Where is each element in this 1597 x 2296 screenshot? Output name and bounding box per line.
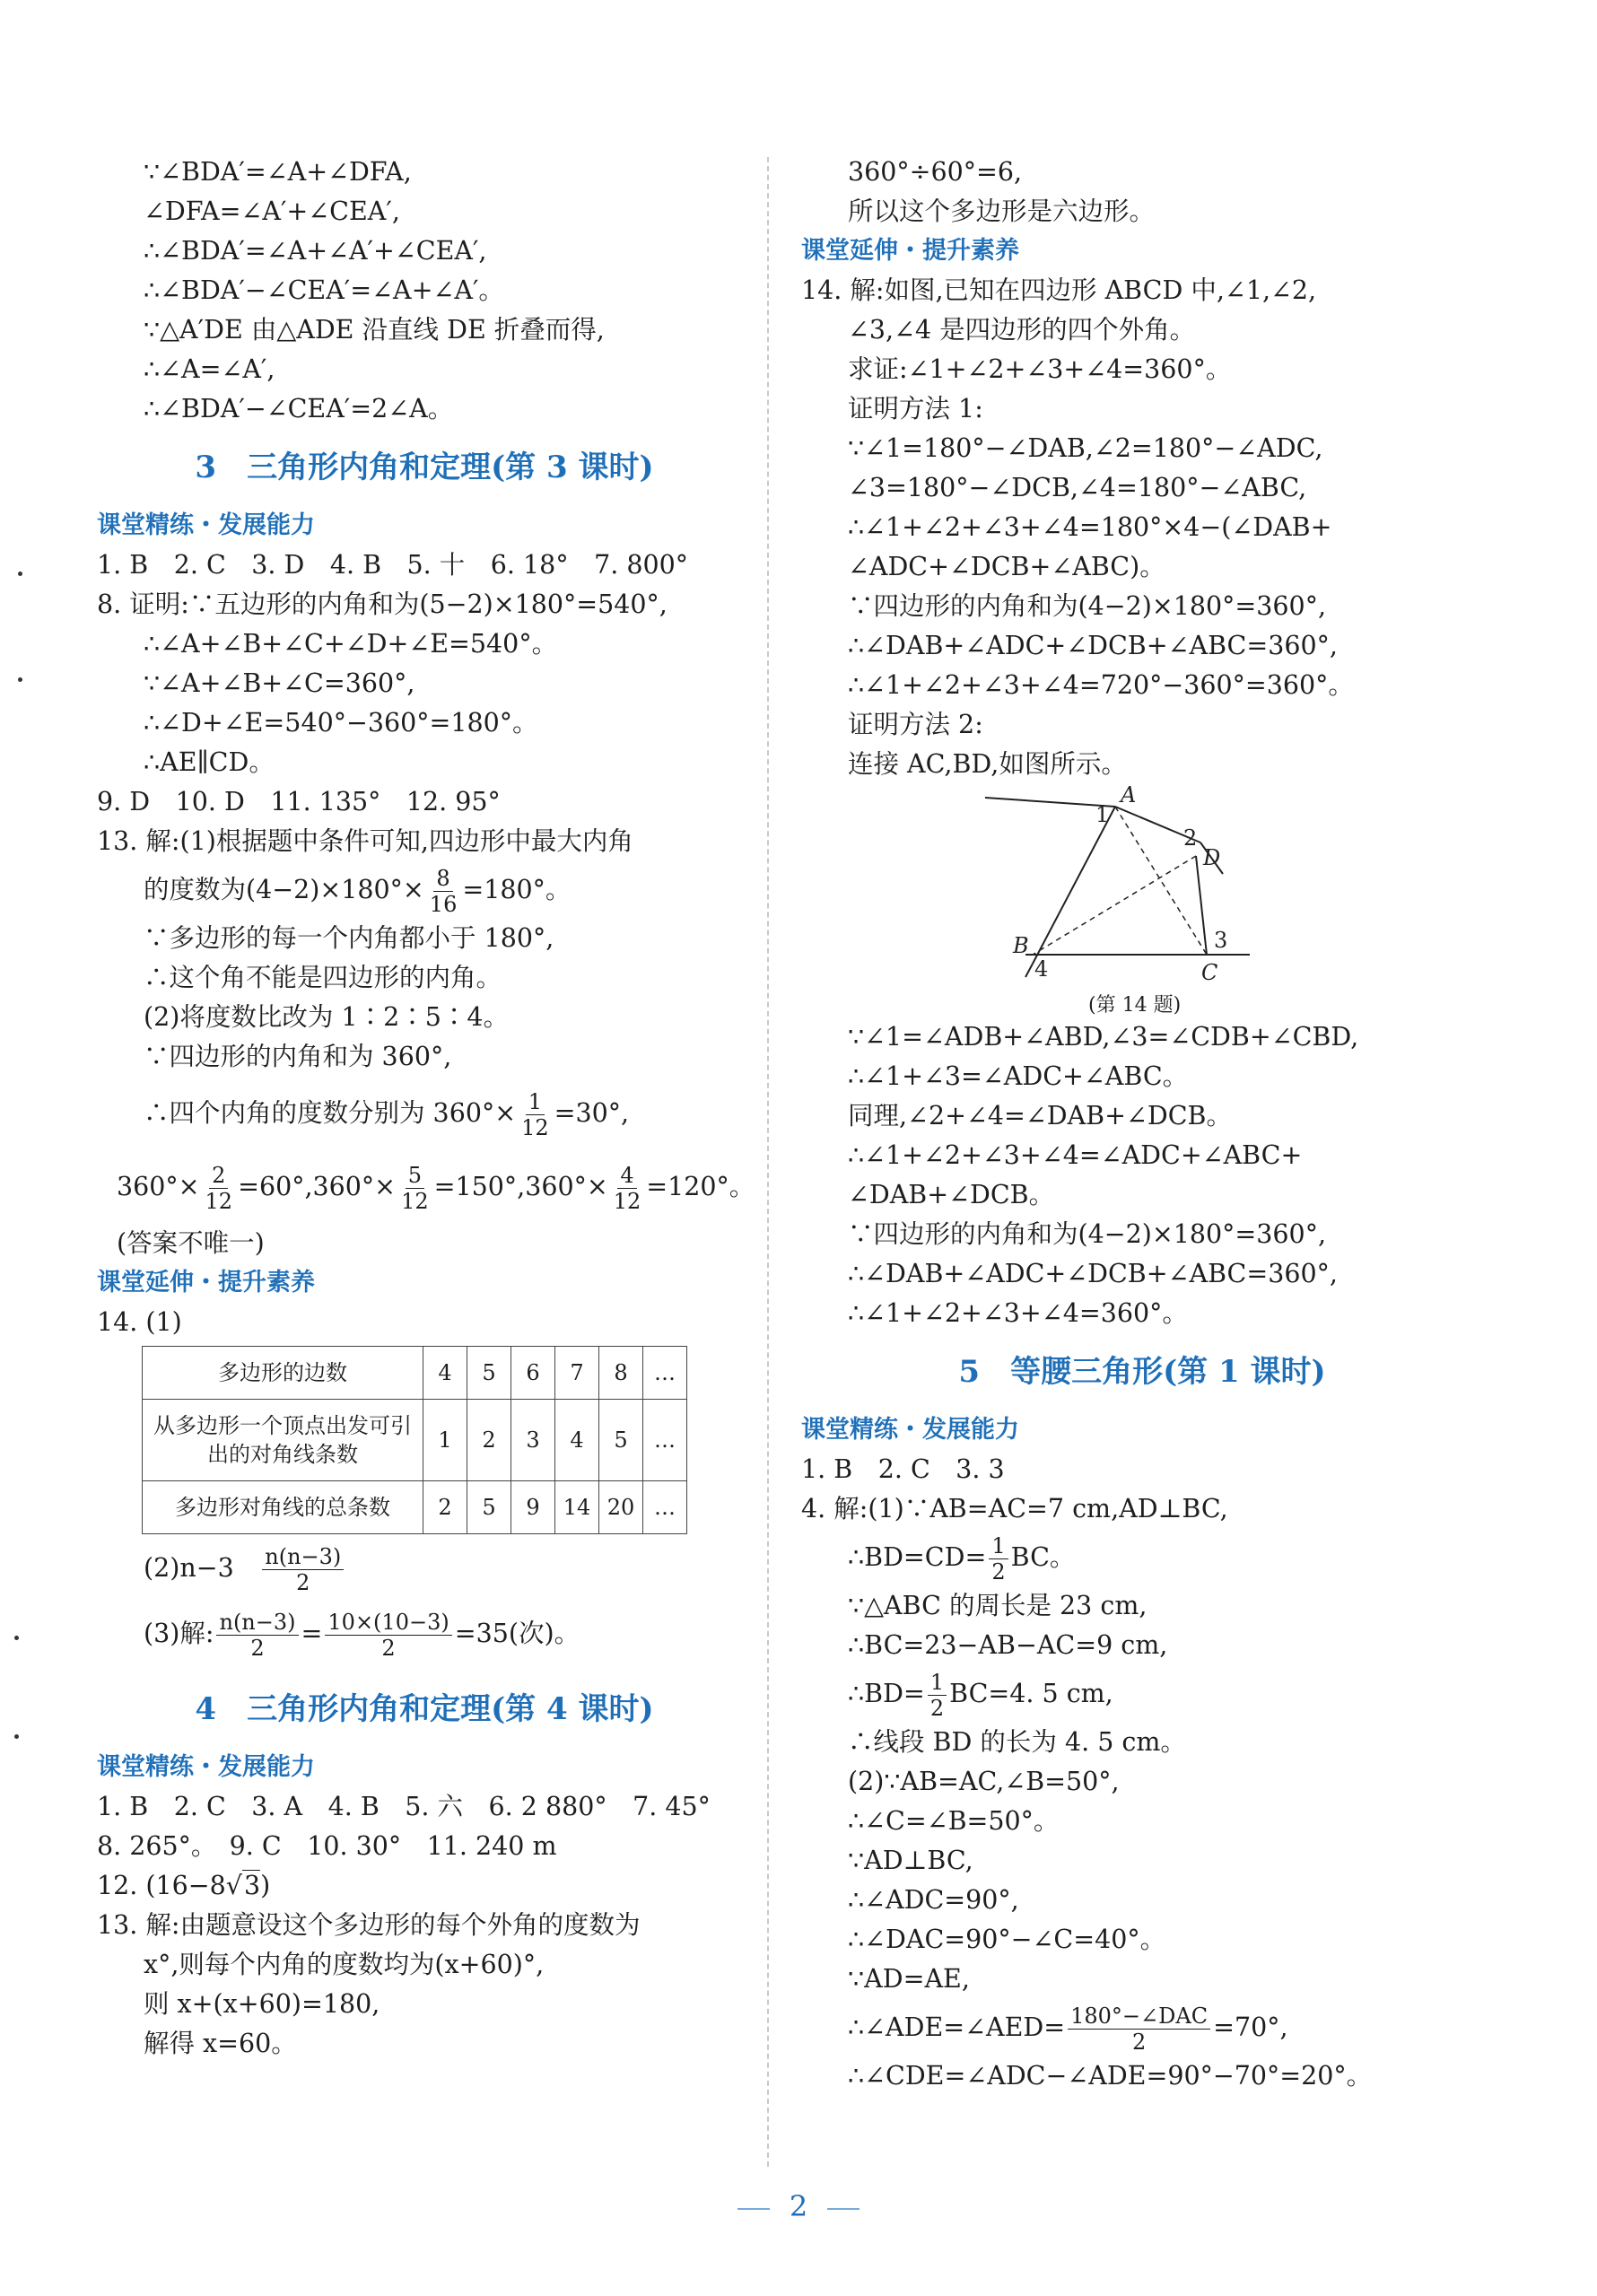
- label-a: A: [1121, 784, 1137, 808]
- text-span: =: [301, 1619, 323, 1648]
- line-segment: [1033, 807, 1115, 964]
- table-cell: 1: [423, 1400, 467, 1481]
- answer-line: [97, 1540, 752, 1597]
- answer-line: ∴∠CDE=∠ADC−∠ADE=90°−70°=20°。: [848, 2061, 1373, 2091]
- table-cell: 20: [599, 1481, 643, 1534]
- diagonal-bd: [1033, 856, 1196, 955]
- denominator: 2: [296, 1570, 310, 1595]
- table-row: [143, 1347, 687, 1400]
- subsection-title: 课堂延伸・提升素养: [97, 1269, 315, 1296]
- text-line: 同理,∠2+∠4=∠DAB+∠DCB。: [848, 1101, 1232, 1131]
- answer-line: ∵AD⊥BC,: [848, 1846, 973, 1875]
- line-segment: [1196, 856, 1207, 955]
- answer-line: 13. 解:(1)根据题中条件可知,四边形中最大内角: [97, 826, 633, 856]
- answer-line: ∵四边形的内角和为 360°,: [144, 1042, 452, 1071]
- text-span: ∴∠ADE=∠AED=: [848, 2012, 1066, 2042]
- answer-line: (2)将度数比改为 1∶2∶5∶4。: [144, 1002, 509, 1032]
- denominator: 2: [991, 1559, 1006, 1585]
- sqrt-sign: √: [225, 1871, 242, 1900]
- text-line: ∴∠BDA′=∠A+∠A′+∠CEA′,: [144, 236, 487, 266]
- text-span: BC。: [1010, 1542, 1076, 1572]
- numerator: n(n−3): [262, 1544, 344, 1570]
- subsection-title: 课堂延伸・提升素养: [801, 237, 1019, 265]
- text-span: 的度数为(4−2)×180°×: [144, 875, 424, 904]
- label-d: D: [1203, 845, 1221, 870]
- quadrilateral-figure: [954, 784, 1331, 1017]
- margin-dot: [14, 1734, 19, 1739]
- text-line: ∠3=180°−∠DCB,∠4=180°−∠ABC,: [848, 473, 1307, 502]
- table-row-header: 多边形的边数: [143, 1347, 423, 1400]
- text-line: ∴∠1+∠2+∠3+∠4=720°−360°=360°。: [848, 670, 1354, 700]
- answer-line: 则 x+(x+60)=180,: [144, 1989, 380, 2019]
- section-title: 3 三角形内角和定理(第 3 课时): [195, 450, 654, 485]
- denominator: 12: [521, 1115, 549, 1140]
- denominator: 12: [401, 1189, 429, 1214]
- text-span: BC=4. 5 cm,: [949, 1679, 1113, 1708]
- text-line: ∵四边形的内角和为(4−2)×180°=360°,: [848, 591, 1326, 621]
- answer-line: [801, 1999, 1483, 2056]
- table-cell: 8: [599, 1347, 643, 1400]
- text-line: ∵四边形的内角和为(4−2)×180°=360°,: [848, 1219, 1326, 1249]
- fraction: [216, 1610, 298, 1661]
- fraction: [928, 1670, 947, 1721]
- text-line: 求证:∠1+∠2+∠3+∠4=360°。: [848, 354, 1232, 384]
- answer-line: ∵AD=AE,: [848, 1964, 970, 1994]
- answer-line: 8. 265°。 9. C 10. 30° 11. 240 m: [97, 1831, 557, 1861]
- table-cell: 2: [467, 1400, 511, 1481]
- answer-line: x°,则每个内角的度数均为(x+60)°,: [144, 1950, 545, 1979]
- text-span: ∴BD=CD=: [848, 1542, 987, 1572]
- answer-line: 9. D 10. D 11. 135° 12. 95°: [97, 787, 501, 816]
- text-line: 14. 解:如图,已知在四边形 ABCD 中,∠1,∠2,: [801, 275, 1317, 305]
- table-cell: 5: [467, 1347, 511, 1400]
- answer-line: ∴这个角不能是四边形的内角。: [144, 963, 502, 992]
- table-cell: 2: [423, 1481, 467, 1534]
- numerator: 180°−∠DAC: [1068, 2004, 1210, 2030]
- table-row: [143, 1400, 687, 1481]
- numerator: 5: [406, 1163, 424, 1189]
- text-line: ∴∠1+∠2+∠3+∠4=180°×4−(∠DAB+: [848, 512, 1332, 542]
- denominator: 12: [613, 1189, 641, 1214]
- answer-line: [97, 1866, 752, 1906]
- text-span: =35(次)。: [454, 1619, 580, 1648]
- fraction: [611, 1163, 644, 1214]
- answer-line: [97, 1150, 755, 1224]
- fraction: [262, 1544, 344, 1595]
- table-cell: 14: [555, 1481, 599, 1534]
- denominator: 2: [929, 1696, 945, 1721]
- diagonal-table: [142, 1346, 687, 1534]
- table-cell: 5: [599, 1400, 643, 1481]
- text-line: 连接 AC,BD,如图所示。: [848, 749, 1127, 779]
- text-line: ∴∠1+∠2+∠3+∠4=∠ADC+∠ABC+: [848, 1140, 1303, 1170]
- table-row-header: 从多边形一个顶点出发可引出的对角线条数: [143, 1400, 423, 1481]
- answer-line: ∴∠D+∠E=540°−360°=180°。: [144, 708, 538, 738]
- text-span: =60°,360°×: [238, 1172, 397, 1201]
- text-line: ∠ADC+∠DCB+∠ABC)。: [848, 552, 1165, 581]
- answer-line: [801, 1529, 1483, 1586]
- answer-line: 13. 解:由题意设这个多边形的每个外角的度数为: [97, 1910, 641, 1940]
- denominator: 2: [250, 1636, 265, 1661]
- numerator: 4: [617, 1163, 636, 1189]
- answer-line: 8. 证明:∵五边形的内角和为(5−2)×180°=540°,: [97, 589, 668, 619]
- answer-line: ∵△ABC 的周长是 23 cm,: [848, 1591, 1148, 1620]
- text-line: 证明方法 1:: [848, 394, 983, 423]
- text-span: ∴四个内角的度数分别为 360°×: [144, 1098, 517, 1128]
- text-span: =120°。: [646, 1172, 755, 1201]
- text-span: ∴BD=: [848, 1679, 925, 1708]
- answer-line: 4. 解:(1)∵AB=AC=7 cm,AD⊥BC,: [801, 1494, 1228, 1523]
- answer-line: 1. B 2. C 3. 3: [801, 1454, 1005, 1484]
- numerator: 1: [526, 1089, 545, 1115]
- text-line: ∵∠1=∠ADB+∠ABD,∠3=∠CDB+∠CBD,: [848, 1022, 1359, 1052]
- fraction: [325, 1610, 451, 1661]
- numerator: 1: [928, 1670, 947, 1696]
- table-cell: 4: [423, 1347, 467, 1400]
- fraction: [989, 1533, 1008, 1585]
- table-cell: …: [643, 1400, 687, 1481]
- text-line: ∠3,∠4 是四边形的四个外角。: [848, 315, 1196, 345]
- text-line: ∵△A′DE 由△ADE 沿直线 DE 折叠而得,: [144, 315, 605, 345]
- answer-line: ∴BC=23−AB−AC=9 cm,: [848, 1630, 1168, 1660]
- text-line: 所以这个多边形是六边形。: [848, 196, 1156, 226]
- text-span: =180°。: [462, 875, 572, 904]
- text-line: ∴∠1+∠2+∠3+∠4=360°。: [848, 1298, 1188, 1328]
- table-row: [143, 1481, 687, 1534]
- text-span: ): [260, 1871, 271, 1900]
- text-span: =70°,: [1213, 2012, 1288, 2042]
- answer-line: 1. B 2. C 3. D 4. B 5. 十 6. 18° 7. 800°: [97, 550, 688, 580]
- answer-line: 1. B 2. C 3. A 4. B 5. 六 6. 2 880° 7. 45°: [97, 1792, 711, 1821]
- text-line: ∴∠DAB+∠ADC+∠DCB+∠ABC=360°,: [848, 1259, 1338, 1288]
- margin-dot: [18, 572, 22, 576]
- numerator: 2: [209, 1163, 228, 1189]
- margin-dot: [14, 1636, 19, 1640]
- text-line: ∵∠BDA′=∠A+∠DFA,: [144, 157, 412, 187]
- section-title: 4 三角形内角和定理(第 4 课时): [195, 1691, 654, 1727]
- label-2: 2: [1183, 825, 1198, 851]
- text-line: ∴∠BDA′−∠CEA′=2∠A。: [144, 394, 454, 423]
- margin-dot: [18, 677, 22, 682]
- text-line: ∴∠DAB+∠ADC+∠DCB+∠ABC=360°,: [848, 631, 1338, 660]
- answer-line: [801, 1665, 1483, 1723]
- answer-line: [97, 1597, 752, 1671]
- text-span: 12. (16−8: [97, 1871, 226, 1900]
- table-cell: …: [643, 1481, 687, 1534]
- label-c: C: [1201, 960, 1218, 985]
- answer-line: (2)∵AB=AC,∠B=50°,: [848, 1767, 1120, 1796]
- denominator: 16: [429, 892, 458, 917]
- table-cell: 5: [467, 1481, 511, 1534]
- table-cell: 9: [511, 1481, 555, 1534]
- text-line: ∴∠1+∠3=∠ADC+∠ABC。: [848, 1061, 1189, 1091]
- fraction: [427, 866, 460, 917]
- radicand: 3: [243, 1871, 261, 1900]
- page-number: 2: [789, 2189, 808, 2223]
- numerator: 8: [433, 866, 452, 892]
- page-footer: [0, 2189, 1597, 2223]
- text-line: ∴∠A=∠A′,: [144, 354, 275, 384]
- text-span: =150°,360°×: [433, 1172, 608, 1201]
- text-span: (2)n−3: [144, 1553, 260, 1583]
- answer-line: ∵∠A+∠B+∠C=360°,: [144, 668, 415, 698]
- answer-line: (答案不唯一): [117, 1228, 265, 1258]
- footer-dash: [827, 2208, 860, 2210]
- text-line: ∠DFA=∠A′+∠CEA′,: [144, 196, 400, 226]
- table-cell: 3: [511, 1400, 555, 1481]
- answer-line: 解得 x=60。: [144, 2029, 297, 2058]
- table-cell: …: [643, 1347, 687, 1400]
- denominator: 2: [1131, 2030, 1147, 2055]
- section-title: 5 等腰三角形(第 1 课时): [958, 1354, 1326, 1390]
- text-line: ∵∠1=180°−∠DAB,∠2=180°−∠ADC,: [848, 433, 1323, 463]
- text-span: (3)解:: [144, 1619, 214, 1648]
- answer-line: ∴∠A+∠B+∠C+∠D+∠E=540°。: [144, 629, 558, 659]
- answer-line: 14. (1): [97, 1307, 182, 1337]
- answer-line: ∴AE∥CD。: [144, 747, 275, 777]
- answer-line: ∵多边形的每一个内角都小于 180°,: [144, 923, 554, 953]
- line-segment: [1025, 964, 1033, 977]
- table-cell: 4: [555, 1400, 599, 1481]
- numerator: 10×(10−3): [325, 1610, 451, 1636]
- denominator: 2: [381, 1636, 396, 1661]
- numerator: n(n−3): [216, 1610, 298, 1636]
- text-line: ∴∠BDA′−∠CEA′=∠A+∠A′。: [144, 275, 504, 305]
- answer-line: [97, 1077, 752, 1150]
- numerator: 1: [989, 1533, 1008, 1559]
- figure-caption: (第 14 题): [1088, 994, 1182, 1017]
- fraction: [1068, 2004, 1210, 2055]
- label-3: 3: [1214, 928, 1228, 953]
- label-4: 4: [1034, 956, 1049, 982]
- left-column: [97, 153, 755, 2064]
- quadrilateral-diagram: [954, 784, 1331, 986]
- text-line: 360°÷60°=6,: [848, 157, 1023, 187]
- column-divider: [767, 157, 769, 2167]
- text-line: ∠DAB+∠DCB。: [848, 1180, 1055, 1209]
- subsection-title: 课堂精练・发展能力: [97, 1753, 315, 1781]
- denominator: 12: [205, 1189, 233, 1214]
- answer-line: ∴∠ADC=90°,: [848, 1885, 1019, 1915]
- subsection-title: 课堂精练・发展能力: [97, 511, 315, 539]
- answer-line: ∴线段 BD 的长为 4. 5 cm。: [848, 1727, 1186, 1757]
- footer-dash: [737, 2208, 770, 2210]
- answer-line: [97, 861, 752, 919]
- table-row-header: 多边形对角线的总条数: [143, 1481, 423, 1534]
- fraction: [203, 1163, 236, 1214]
- text-span: 360°×: [117, 1172, 200, 1201]
- fraction: [519, 1089, 552, 1140]
- right-column: [801, 153, 1483, 2096]
- fraction: [398, 1163, 432, 1214]
- text-line: 证明方法 2:: [848, 710, 983, 739]
- text-span: =30°,: [554, 1098, 630, 1128]
- answer-line: ∴∠C=∠B=50°。: [848, 1806, 1060, 1836]
- table-cell: 7: [555, 1347, 599, 1400]
- label-1: 1: [1095, 802, 1110, 827]
- answer-line: ∴∠DAC=90°−∠C=40°。: [848, 1925, 1166, 1954]
- table-cell: 6: [511, 1347, 555, 1400]
- label-b: B: [1013, 933, 1029, 958]
- subsection-title: 课堂精练・发展能力: [801, 1416, 1019, 1444]
